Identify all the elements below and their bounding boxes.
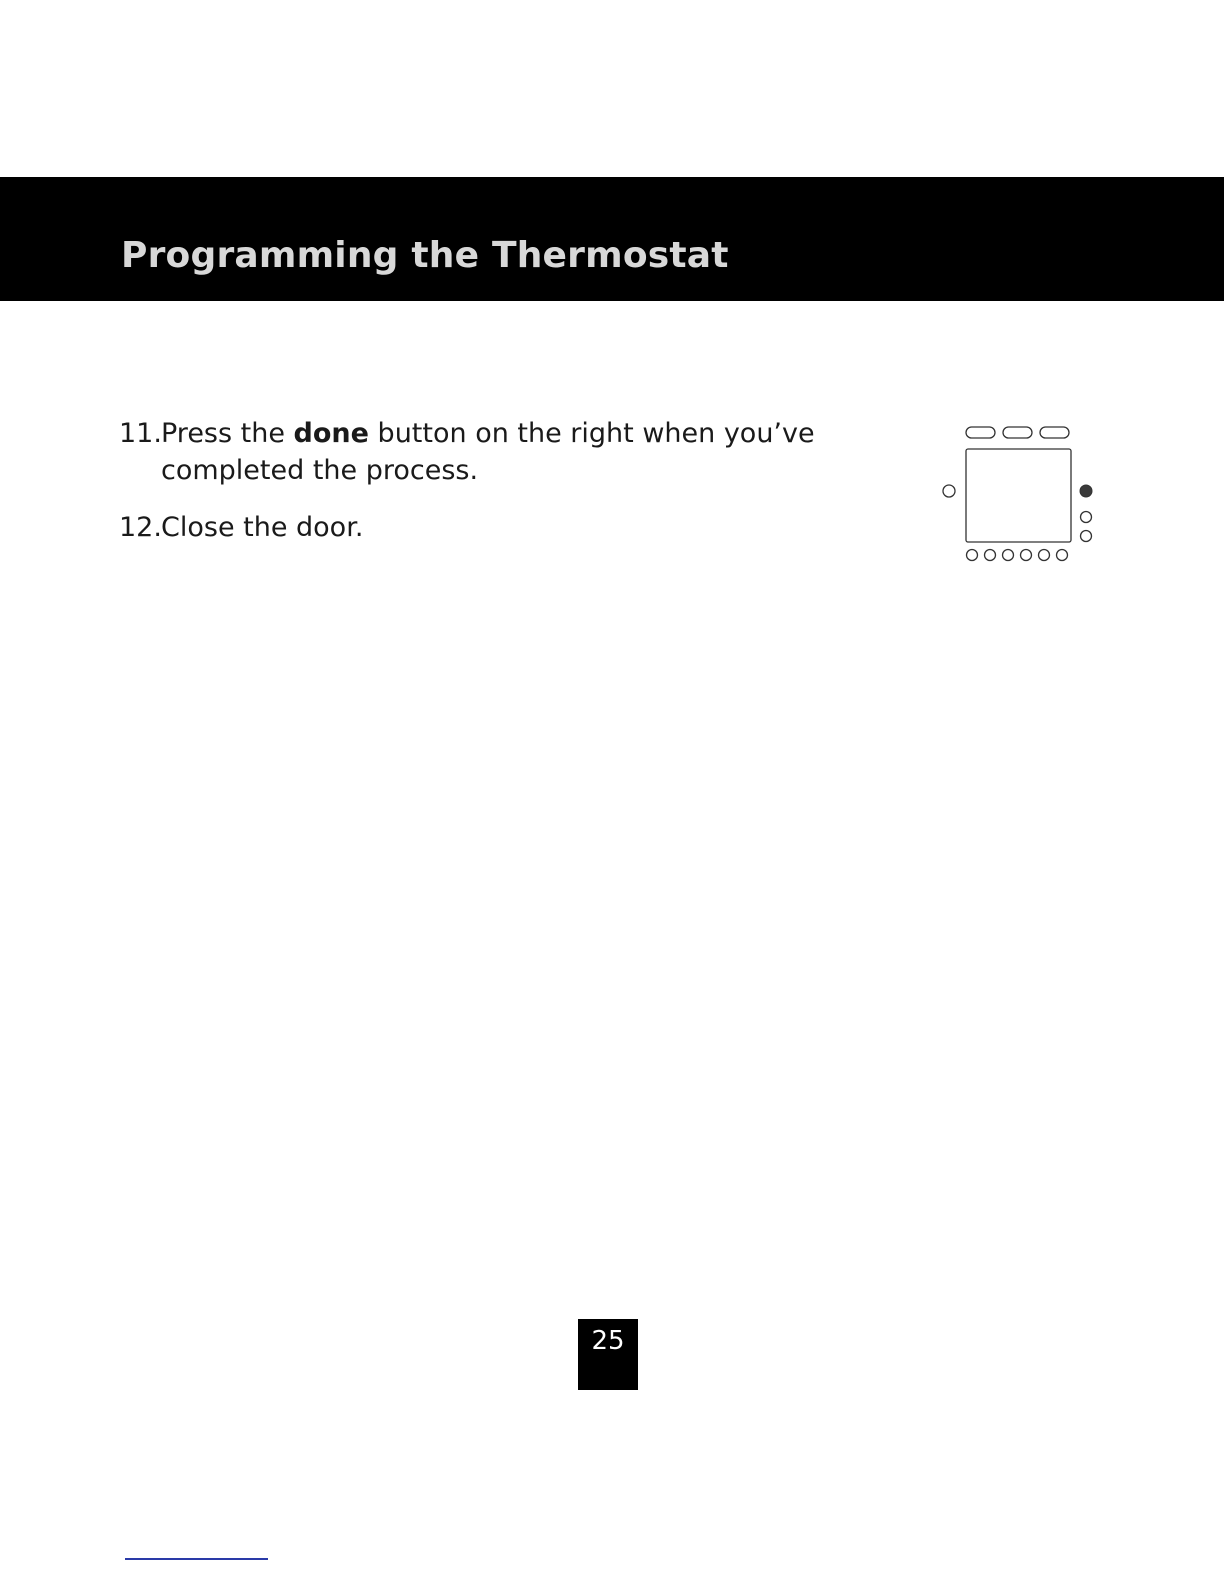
right-button-2 <box>1081 512 1092 523</box>
done-keyword: done <box>293 418 369 449</box>
step-text: Close the door. <box>161 512 364 543</box>
top-button-1 <box>966 427 995 438</box>
page-title: Programming the Thermostat <box>121 235 729 276</box>
done-button-highlight <box>1080 485 1092 497</box>
step-text-part: Press the <box>161 418 294 449</box>
step-number: 12. <box>119 512 162 543</box>
footer-rule <box>125 1558 268 1560</box>
step-11 <box>119 415 839 495</box>
thermostat-diagram <box>935 420 1105 570</box>
bottom-button-4 <box>1021 550 1032 561</box>
bottom-button-1 <box>967 550 978 561</box>
bottom-button-2 <box>985 550 996 561</box>
step-text <box>161 415 815 489</box>
left-button <box>943 485 955 497</box>
page-number-box <box>578 1319 638 1390</box>
display-screen <box>966 449 1071 542</box>
step-number: 11. <box>119 418 162 449</box>
right-button-3 <box>1081 531 1092 542</box>
page-number: 25 <box>591 1326 625 1356</box>
top-button-3 <box>1040 427 1069 438</box>
bottom-button-5 <box>1039 550 1050 561</box>
bottom-button-6 <box>1057 550 1068 561</box>
bottom-button-3 <box>1003 550 1014 561</box>
top-button-2 <box>1003 427 1032 438</box>
step-12 <box>119 509 839 549</box>
step-text-line2: completed the process. <box>161 455 479 486</box>
step-text-part: button on the right when you’ve <box>368 418 815 449</box>
